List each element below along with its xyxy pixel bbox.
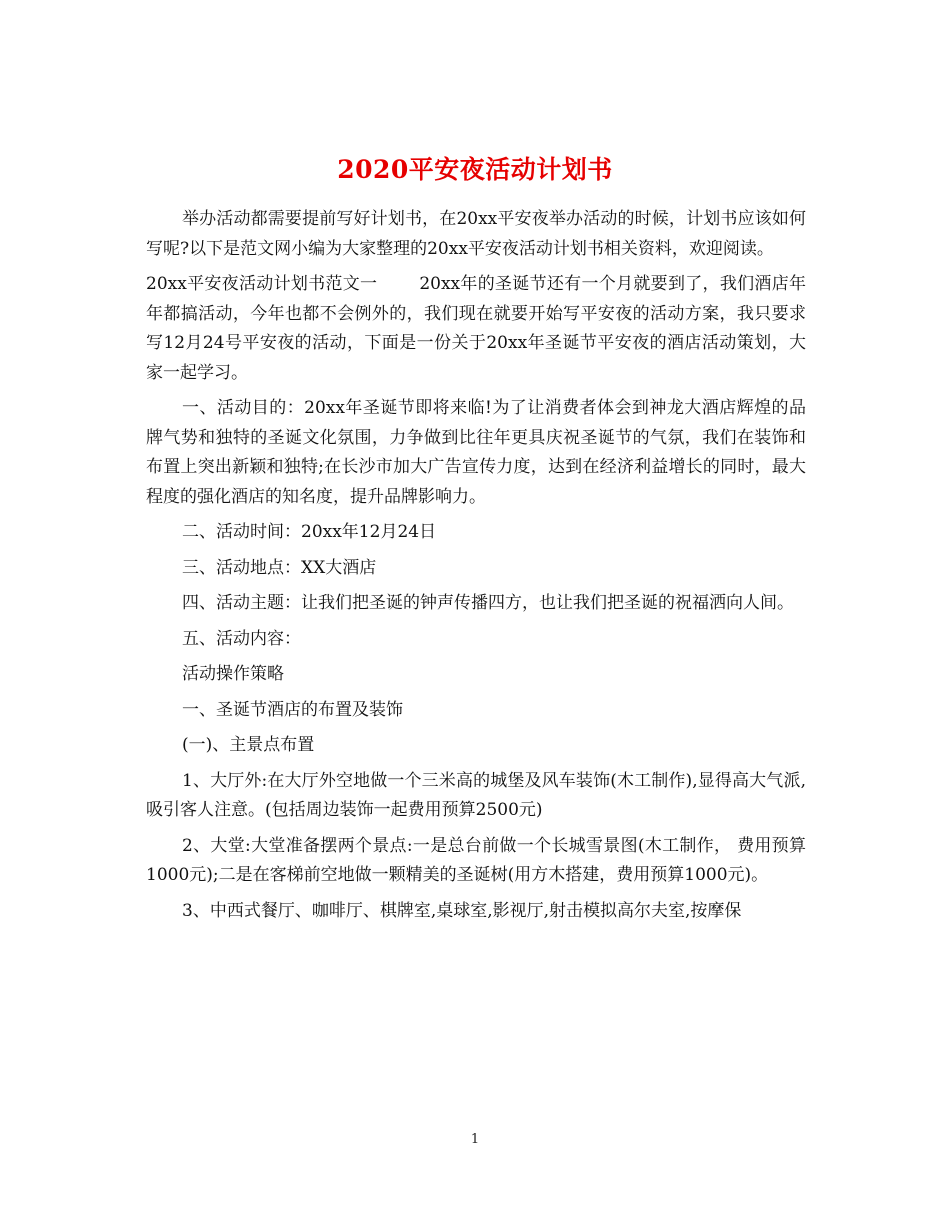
document-body [146, 205, 806, 932]
activity-location-paragraph: 三、活动地点：XX大酒店 [182, 557, 377, 578]
intro-paragraph: 举办活动都需要提前写好计划书，在20xx平安夜举办活动的时候，计划书应该如何写呢?以下是范文网小编为大家整理的20xx平安夜活动计划书相关资料，欢迎阅读。 [146, 209, 806, 259]
activity-time-paragraph: 二、活动时间：20xx年12月24日 [182, 522, 437, 542]
hall-outside-paragraph: 1、大厅外:在大厅外空地做一个三米高的城堡及风车装饰(木工制作),显得高大气派,吸引客人注意。(包括周边装饰一起费用预算2500元) [146, 770, 806, 820]
lobby-paragraph: 2、大堂:大堂准备摆两个景点:一是总台前做一个长城雪景图(木工制作， 费用预算1000元);二是在客梯前空地做一颗精美的圣诞树(用方木搭建，费用预算1000元)。 [146, 835, 806, 885]
activity-theme-paragraph: 四、活动主题：让我们把圣诞的钟声传播四方，也让我们把圣诞的祝福洒向人间。 [182, 593, 794, 613]
operation-strategy-heading: 活动操作策略 [182, 664, 284, 684]
main-scene-heading: (一)、主景点布置 [182, 735, 315, 755]
activity-content-heading: 五、活动内容： [182, 628, 301, 649]
venues-paragraph: 3、中西式餐厅、咖啡厅、棋牌室,桌球室,影视厅,射击模拟高尔夫室,按摩保 [182, 900, 742, 921]
sample-intro-paragraph [146, 270, 806, 388]
page-number: 1 [470, 1132, 480, 1147]
activity-purpose-paragraph: 一、活动目的：20xx年圣诞节即将来临!为了让消费者体会到神龙大酒店辉煌的品牌气势和独特的圣诞文化氛围，力争做到比往年更具庆祝圣诞节的气氛，我们在装饰和布置上突出新颖和独特;在长沙市加大广告宣传力度，达到在经济利益增长的同时，最大程度的强化酒店的知名度，提升品牌影响力。 [146, 398, 806, 507]
decoration-section-heading: 一、圣诞节酒店的布置及装饰 [182, 699, 403, 720]
sample-description: 20xx年的圣诞节还有一个月就要到了，我们酒店年年都搞活动，今年也都不会例外的，我们现在就要开始写平安夜的活动方案，我只要求写12月24号平安夜的活动，下面是一份关于20xx年圣诞节平安夜的酒店活动策划，大家一起学习。 [146, 274, 806, 383]
sample-heading: 20xx平安夜活动计划书范文一 [146, 274, 378, 294]
document-title: 2020平安夜活动计划书 [337, 154, 613, 184]
